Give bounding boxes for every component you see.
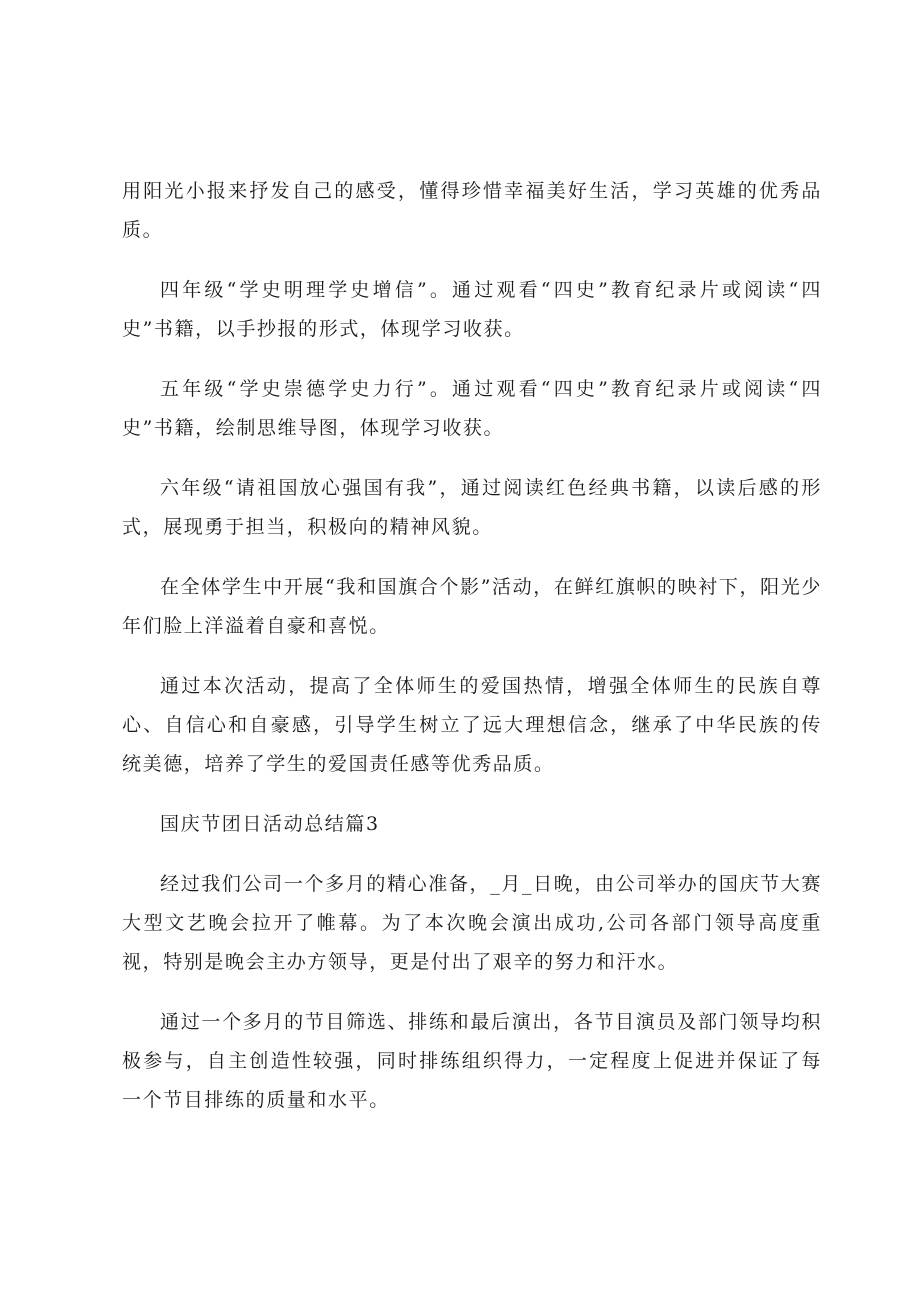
paragraph-summary: 通过本次活动，提高了全体师生的爱国热情，增强全体师生的民族自尊心、自信心和自豪感，引导学生树立了远大理想信念，继承了中华民族的传统美德，培养了学生的爱国责任感等优秀品质。 [122,675,822,775]
paragraph-gala-intro: 经过我们公司一个多月的精心准备，_月_日晚，由公司举办的国庆节大赛大型文艺晚会拉开了帷幕。为了本次晚会演出成功,公司各部门领导高度重视，特别是晚会主办方领导，更是付出了艰辛的努力和汗水。 [122,873,822,973]
paragraph-flag-photo: 在全体学生中开展“我和国旗合个影”活动，在鲜红旗帜的映衬下，阳光少年们脸上洋溢着自豪和喜悦。 [122,576,822,637]
paragraph-grade-six: 六年级“请祖国放心强国有我”，通过阅读红色经典书籍，以读后感的形式，展现勇于担当，积极向的精神风貌。 [122,477,822,538]
paragraph-grade-five: 五年级“学史崇德学史力行”。通过观看“四史”教育纪录片或阅读“四史”书籍，绘制思维导图，体现学习收获。 [122,378,822,439]
paragraph-gala-rehearsal: 通过一个多月的节目筛选、排练和最后演出，各节目演员及部门领导均积极参与，自主创造性较强，同时排练组织得力，一定程度上促进并保证了每一个节目排练的质量和水平。 [122,1011,822,1111]
section-heading: 国庆节团日活动总结篇3 [160,813,380,835]
paragraph-grade-four: 四年级“学史明理学史增信”。通过观看“四史”教育纪录片或阅读“四史”书籍，以手抄报的形式，体现学习收获。 [122,279,822,340]
paragraph-continuation: 用阳光小报来抒发自己的感受，懂得珍惜幸福美好生活，学习英雄的优秀品质。 [122,180,822,241]
document-page [122,172,822,1141]
